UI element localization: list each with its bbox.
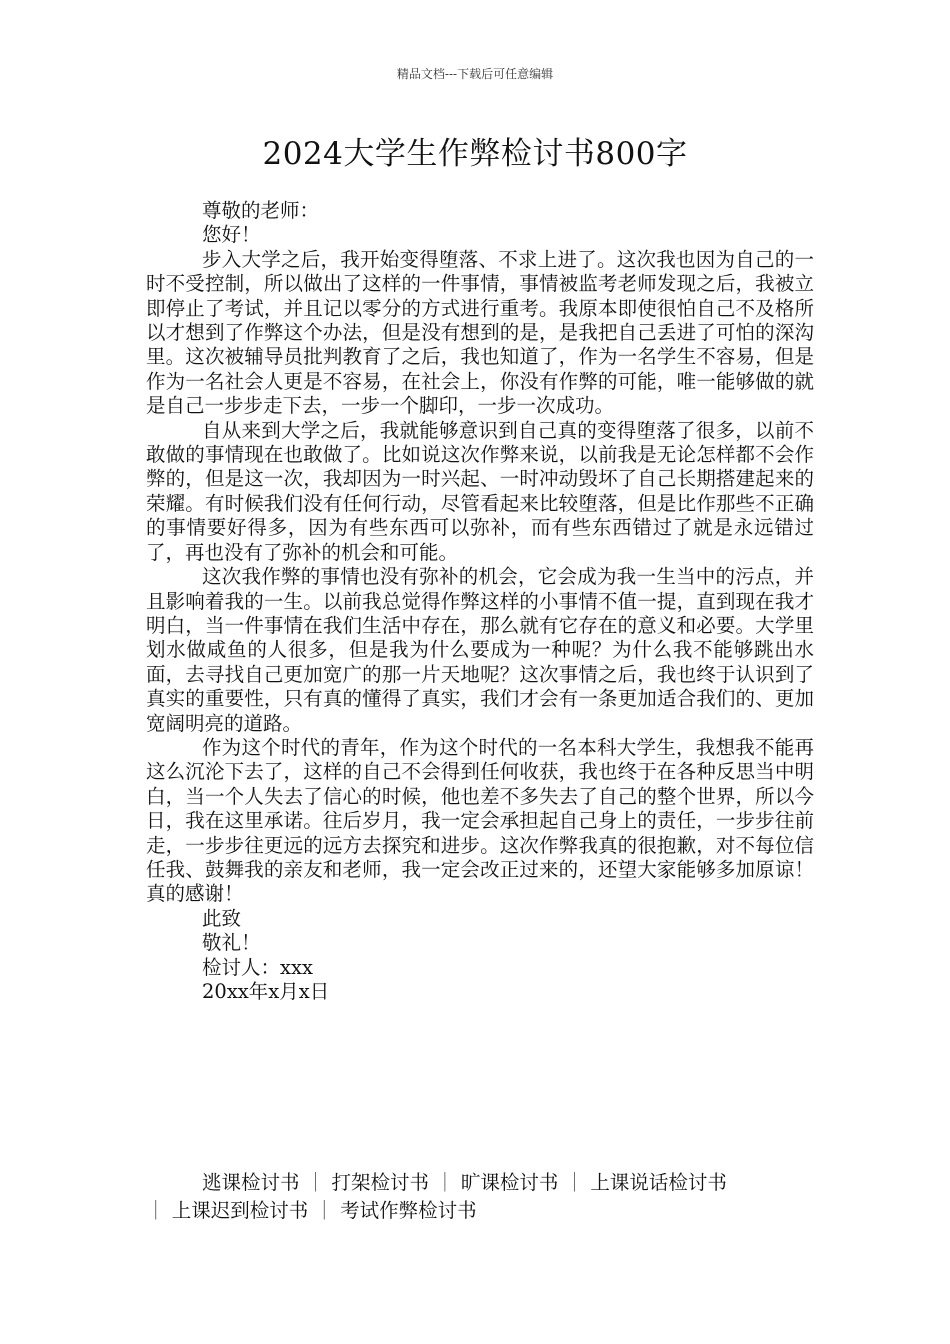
salutation: 尊敬的老师： — [202, 199, 320, 222]
link-separator: ｜ — [305, 1171, 326, 1194]
signer: 检讨人：xxx — [202, 955, 313, 979]
paragraph-2: 自从来到大学之后，我就能够意识到自己真的变得堕落了很多，以前不敢做的事情现在也敢做了。比如说这次作弊来说，以前我是无论怎样都不会作弊的，但是这一次，我却因为一时兴起、一时冲动毁坏了自己长期搭建起来的荣耀。有时候我们没有任何行动，尽管看起来比较堕落，但是比作那些不正确的事情要好得多，因为有些东西可以弥补，而有些东西错过了就是永远错过了，再也没有了弥补的机会和可能。 — [146, 418, 814, 564]
related-link-6[interactable]: 考试作弊检讨书 — [340, 1199, 477, 1222]
related-links — [146, 1169, 814, 1225]
paragraph-3: 这次我作弊的事情也没有弥补的机会，它会成为我一生当中的污点，并且影响着我的一生。以前我总觉得作弊这样的小事情不值一提，直到现在我才明白，当一件事情在我们生活中存在，那么就有它存在的意义和必要。大学里划水做咸鱼的人很多，但是我为什么要成为一种呢？为什么我不能够跳出水面，去寻找自己更加宽广的那一片天地呢？这次事情之后，我也终于认识到了真实的重要性，只有真的懂得了真实，我们才会有一条更加适合我们的、更加宽阔明亮的道路。 — [146, 565, 814, 735]
date: 20xx年x月x日 — [202, 980, 330, 1003]
related-link-2[interactable]: 打架检讨书 — [331, 1171, 429, 1194]
related-link-1[interactable]: 逃课检讨书 — [202, 1171, 300, 1194]
link-separator: ｜ — [314, 1199, 334, 1222]
closing-line-1: 此致 — [202, 906, 242, 930]
link-separator: ｜ — [146, 1199, 166, 1222]
related-link-3[interactable]: 旷课检讨书 — [460, 1171, 559, 1194]
greeting: 您好！ — [202, 223, 261, 247]
related-link-5[interactable]: 上课迟到检讨书 — [171, 1199, 309, 1222]
link-separator: ｜ — [435, 1171, 455, 1194]
document-title: 2024大学生作弊检讨书800字 — [262, 136, 688, 172]
page-header: 精品文档---下载后可任意编辑 — [396, 67, 554, 81]
paragraph-1: 步入大学之后，我开始变得堕落、不求上进了。这次我也因为自己的一时不受控制，所以做出了这样的一件事情，事情被监考老师发现之后，我被立即停止了考试，并且记以零分的方式进行重考。我原本即使很怕自己不及格所以才想到了作弊这个办法，但是没有想到的是，是我把自己丢进了可怕的深沟里。这次被辅导员批判教育了之后，我也知道了，作为一名学生不容易，但是作为一名社会人更是不容易，在社会上，你没有作弊的可能，唯一能够做的就是自己一步步走下去，一步一个脚印，一步一次成功。 — [146, 247, 814, 418]
letter-body — [146, 199, 814, 1004]
related-link-4[interactable]: 上课说话检讨书 — [590, 1171, 727, 1194]
closing-line-2: 敬礼！ — [202, 931, 261, 955]
paragraph-4: 作为这个时代的青年，作为这个时代的一名本科大学生，我想我不能再这么沉沦下去了，这样的自己不会得到任何收获，我也终于在各种反思当中明白，当一个人失去了信心的时候，他也差不多失去了自己的整个世界，所以今日，我在这里承诺。往后岁月，我一定会承担起自己身上的责任，一步步往前走，一步步往更远的远方去探究和进步。这次作弊我真的很抱歉，对不每位信任我、鼓舞我的亲友和老师，我一定会改正过来的，还望大家能够多加原谅！真的感谢！ — [146, 735, 814, 906]
link-separator: ｜ — [564, 1171, 585, 1194]
